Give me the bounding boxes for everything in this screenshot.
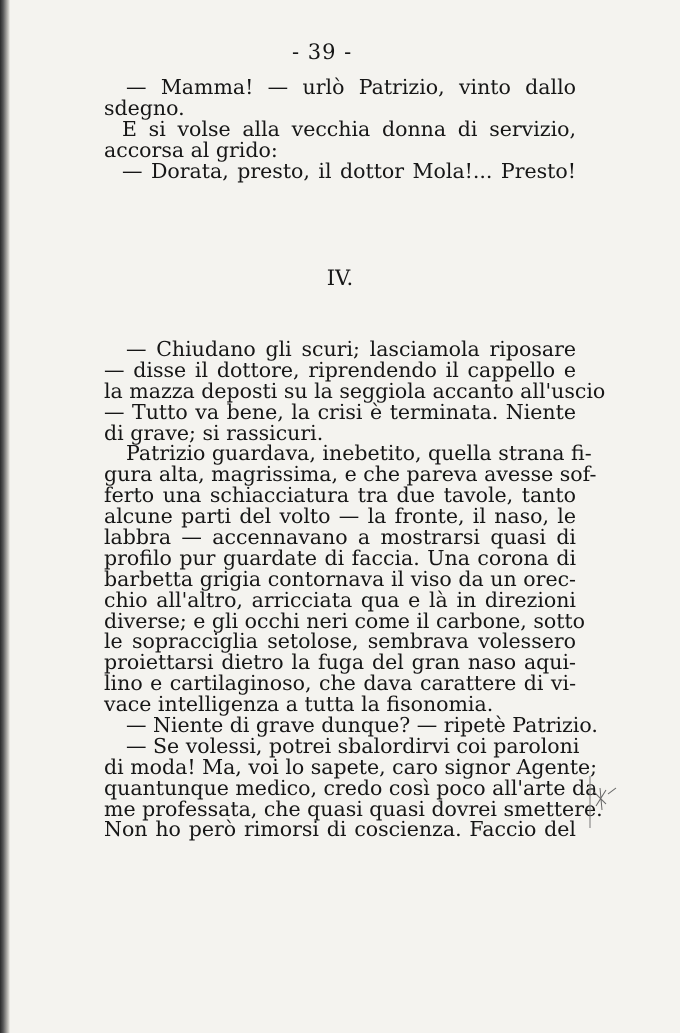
text-line: E si volse alla vecchia donna di servizio,: [122, 116, 576, 141]
text-line: Patrizio guardava, inebetito, quella strana fi-: [126, 441, 592, 466]
text-line: la mazza deposti su la seggiola accanto all'uscio: [104, 378, 606, 403]
text-line: proiettarsi dietro la fuga del gran naso aqui-: [104, 650, 576, 675]
text-line: — disse il dottore, riprendendo il cappello e: [104, 357, 576, 382]
text-line: labbra — accennavano a mostrarsi quasi di: [104, 525, 576, 550]
text-line: lino e cartilaginoso, che dava carattere di vi-: [104, 671, 576, 696]
section-2-text: [104, 337, 606, 842]
text-line: le sopracciglia setolose, sembrava volessero: [104, 629, 576, 654]
pencil-margin-mark: [586, 770, 622, 840]
text-line: alcune parti del volto — la fronte, il naso, le: [104, 504, 576, 529]
text-line: di moda! Ma, voi lo sapete, caro signor Agente;: [104, 754, 598, 779]
text-line: chio all'altro, arricciata qua e là in direzioni: [104, 587, 576, 612]
text-line: accorsa al grido:: [104, 137, 278, 162]
text-line: — Se volessi, potrei sbalordirvi coi paroloni: [126, 733, 580, 758]
text-line: vace intelligenza a tutta la fisonomia.: [104, 692, 494, 717]
text-line: ferto una schiacciatura tra due tavole, tanto: [104, 483, 576, 508]
text-line: me professata, che quasi quasi dovrei smettere.: [104, 796, 603, 821]
section-1-text: [104, 77, 576, 181]
text-line: — Dorata, presto, il dottor Mola!... Presto!: [122, 158, 576, 183]
text-line: diverse; e gli occhi neri come il carbone, sotto: [104, 608, 586, 633]
text-line: — Chiudano gli scuri; lasciamola riposare: [126, 337, 576, 361]
text-line: Non ho però rimorsi di coscienza. Faccio del: [104, 817, 576, 842]
page-number: - 39 -: [292, 40, 353, 64]
text-line: — Niente di grave dunque? — ripetè Patrizio.: [126, 713, 598, 738]
page-binding-edge: [0, 0, 10, 1033]
text-line: — Tutto va bene, la crisi è terminata. Niente: [104, 399, 576, 424]
text-line: di grave; si rassicuri.: [104, 420, 324, 445]
text-line: gura alta, magrissima, e che pareva avesse sof-: [104, 462, 597, 487]
text-line: profilo pur guardate di faccia. Una corona di: [104, 545, 576, 570]
text-line: — Mamma! — urlò Patrizio, vinto dallo: [126, 75, 576, 99]
text-line: quantunque medico, credo così poco all'arte da: [104, 775, 598, 800]
text-line: sdegno.: [104, 95, 185, 120]
text-line: barbetta grigia contornava il viso da un orec-: [104, 566, 576, 591]
chapter-heading: IV.: [326, 266, 354, 290]
